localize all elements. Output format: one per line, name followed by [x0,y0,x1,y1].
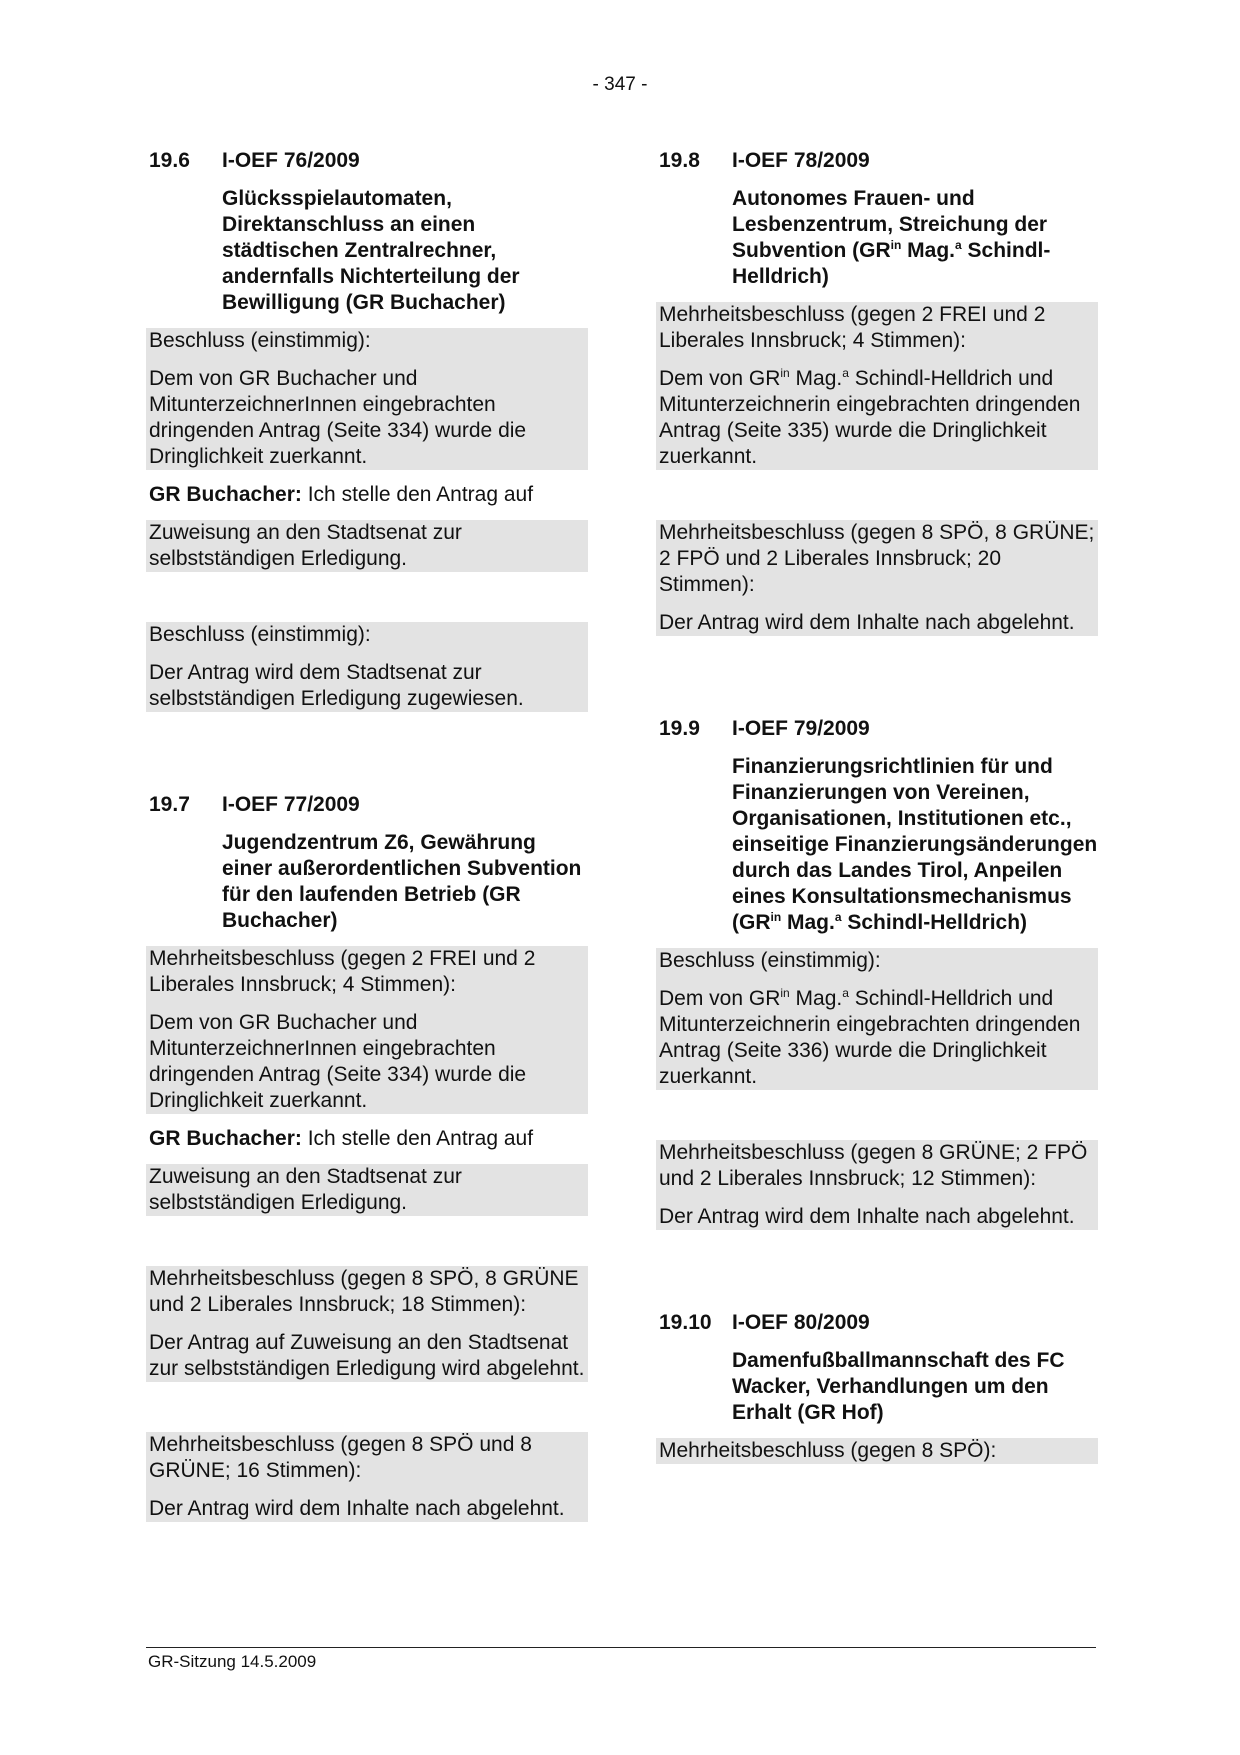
speaker-name: GR Buchacher: [149,483,302,506]
vote-result: Mehrheitsbeschluss (gegen 8 SPÖ und 8 GRÜNE; 16 Stimmen): [149,1433,532,1482]
speaker-statement [146,482,588,508]
section-reference: I-OEF 77/2009 [222,793,360,816]
section-number: 19.9 [659,717,700,740]
resolution-block [146,1266,588,1382]
section-title: Autonomes Frauen- und Lesbenzentrum, Streichung der Subvention ($GR^{in}$ Mag.$^a$ Schindl-Helldrich) [732,187,1051,288]
resolution-block [146,622,588,712]
section-reference: I-OEF 80/2009 [732,1311,870,1334]
section-heading [656,716,1098,742]
vote-result: Mehrheitsbeschluss (gegen 8 SPÖ, 8 GRÜNE; 2 FPÖ und 2 Liberales Innsbruck; 20 Stimmen): [659,521,1095,596]
section-heading [656,1310,1098,1336]
resolution-text: Der Antrag auf Zuweisung an den Stadtsenat zur selbstständigen Erledigung wird abgelehnt. [149,1331,585,1380]
vote-result: Mehrheitsbeschluss (gegen 8 SPÖ, 8 GRÜNE und 2 Liberales Innsbruck; 18 Stimmen): [149,1267,579,1316]
section-title: Glücksspielautomaten, Direktanschluss an einen städtischen Zentralrechner, andernfalls Nichterteilung der Bewilligung (GR Buchacher) [222,187,520,314]
page-number: - 347 - [592,74,648,95]
speaker-statement [146,1126,588,1152]
resolution-block [146,328,588,470]
section-number: 19.10 [659,1311,712,1334]
resolution-text: Der Antrag wird dem Inhalte nach abgelehnt. [659,611,1075,634]
motion-block [146,520,588,572]
section-19-7 [146,792,588,1522]
section-number: 19.6 [149,149,190,172]
section-number: 19.7 [149,793,190,816]
footer-text: GR-Sitzung 14.5.2009 [148,1652,317,1671]
motion-text: Zuweisung an den Stadtsenat zur selbstständigen Erledigung. [149,521,462,570]
section-19-8 [656,148,1098,636]
section-heading [146,792,588,818]
resolution-block [146,946,588,1114]
resolution-text: Dem von $GR^{in}$ Mag.$^a$ Schindl-Helldrich und Mitunterzeichnerin eingebrachten dringenden Antrag (Seite 336) wurde die Dringlichkeit zuerkannt. [659,986,1081,1088]
section-title: Damenfußballmannschaft des FC Wacker, Verhandlungen um den Erhalt (GR Hof) [732,1349,1065,1424]
resolution-text: Der Antrag wird dem Inhalte nach abgelehnt. [659,1205,1075,1228]
section-reference: I-OEF 79/2009 [732,717,870,740]
section-reference: I-OEF 78/2009 [732,149,870,172]
footer-divider [146,1647,1096,1648]
vote-result: Mehrheitsbeschluss (gegen 2 FREI und 2 Liberales Innsbruck; 4 Stimmen): [149,947,536,996]
resolution-text: Dem von GR Buchacher und MitunterzeichnerInnen eingebrachten dringenden Antrag (Seite 334) wurde die Dringlichkeit zuerkannt. [149,367,527,468]
vote-result: Mehrheitsbeschluss (gegen 8 SPÖ): [659,1439,997,1462]
section-title: Jugendzentrum Z6, Gewährung einer außerordentlichen Subvention für den laufenden Betrieb (GR Buchacher) [222,831,582,932]
speech-text: Ich stelle den Antrag auf [307,1127,534,1150]
left-column [146,148,588,1550]
right-column [656,148,1098,1492]
vote-result: Beschluss (einstimmig): [149,623,371,646]
vote-result: Mehrheitsbeschluss (gegen 8 GRÜNE; 2 FPÖ und 2 Liberales Innsbruck; 12 Stimmen): [659,1141,1088,1190]
section-19-10 [656,1310,1098,1464]
section-19-6 [146,148,588,712]
section-heading [656,148,1098,174]
motion-text: Zuweisung an den Stadtsenat zur selbstständigen Erledigung. [149,1165,462,1214]
section-number: 19.8 [659,149,700,172]
resolution-block [146,1432,588,1522]
resolution-text: Dem von GR Buchacher und MitunterzeichnerInnen eingebrachten dringenden Antrag (Seite 334) wurde die Dringlichkeit zuerkannt. [149,1011,527,1112]
resolution-text: Der Antrag wird dem Inhalte nach abgelehnt. [149,1497,565,1520]
speech-text: Ich stelle den Antrag auf [307,483,534,506]
resolution-block [656,302,1098,470]
section-reference: I-OEF 76/2009 [222,149,360,172]
resolution-text: Der Antrag wird dem Stadtsenat zur selbstständigen Erledigung zugewiesen. [149,661,524,710]
section-19-9 [656,716,1098,1230]
section-heading [146,148,588,174]
resolution-text: Dem von $GR^{in}$ Mag.$^a$ Schindl-Helldrich und Mitunterzeichnerin eingebrachten dringenden Antrag (Seite 335) wurde die Dringlichkeit zuerkannt. [659,366,1081,468]
vote-result: Mehrheitsbeschluss (gegen 2 FREI und 2 Liberales Innsbruck; 4 Stimmen): [659,303,1046,352]
resolution-block [656,1438,1098,1464]
resolution-block [656,948,1098,1090]
vote-result: Beschluss (einstimmig): [659,949,881,972]
section-title: Finanzierungsrichtlinien für und Finanzierungen von Vereinen, Organisationen, Institutionen etc., einseitige Finanzierungsänderungen durch das Landes Tirol, Anpeilen eines Konsultationsmechanismus ($GR^{in}$ Mag.$^a$ Schindl-Helldrich) [732,755,1098,934]
motion-block [146,1164,588,1216]
vote-result: Beschluss (einstimmig): [149,329,371,352]
resolution-block [656,1140,1098,1230]
speaker-name: GR Buchacher: [149,1127,302,1150]
resolution-block [656,520,1098,636]
